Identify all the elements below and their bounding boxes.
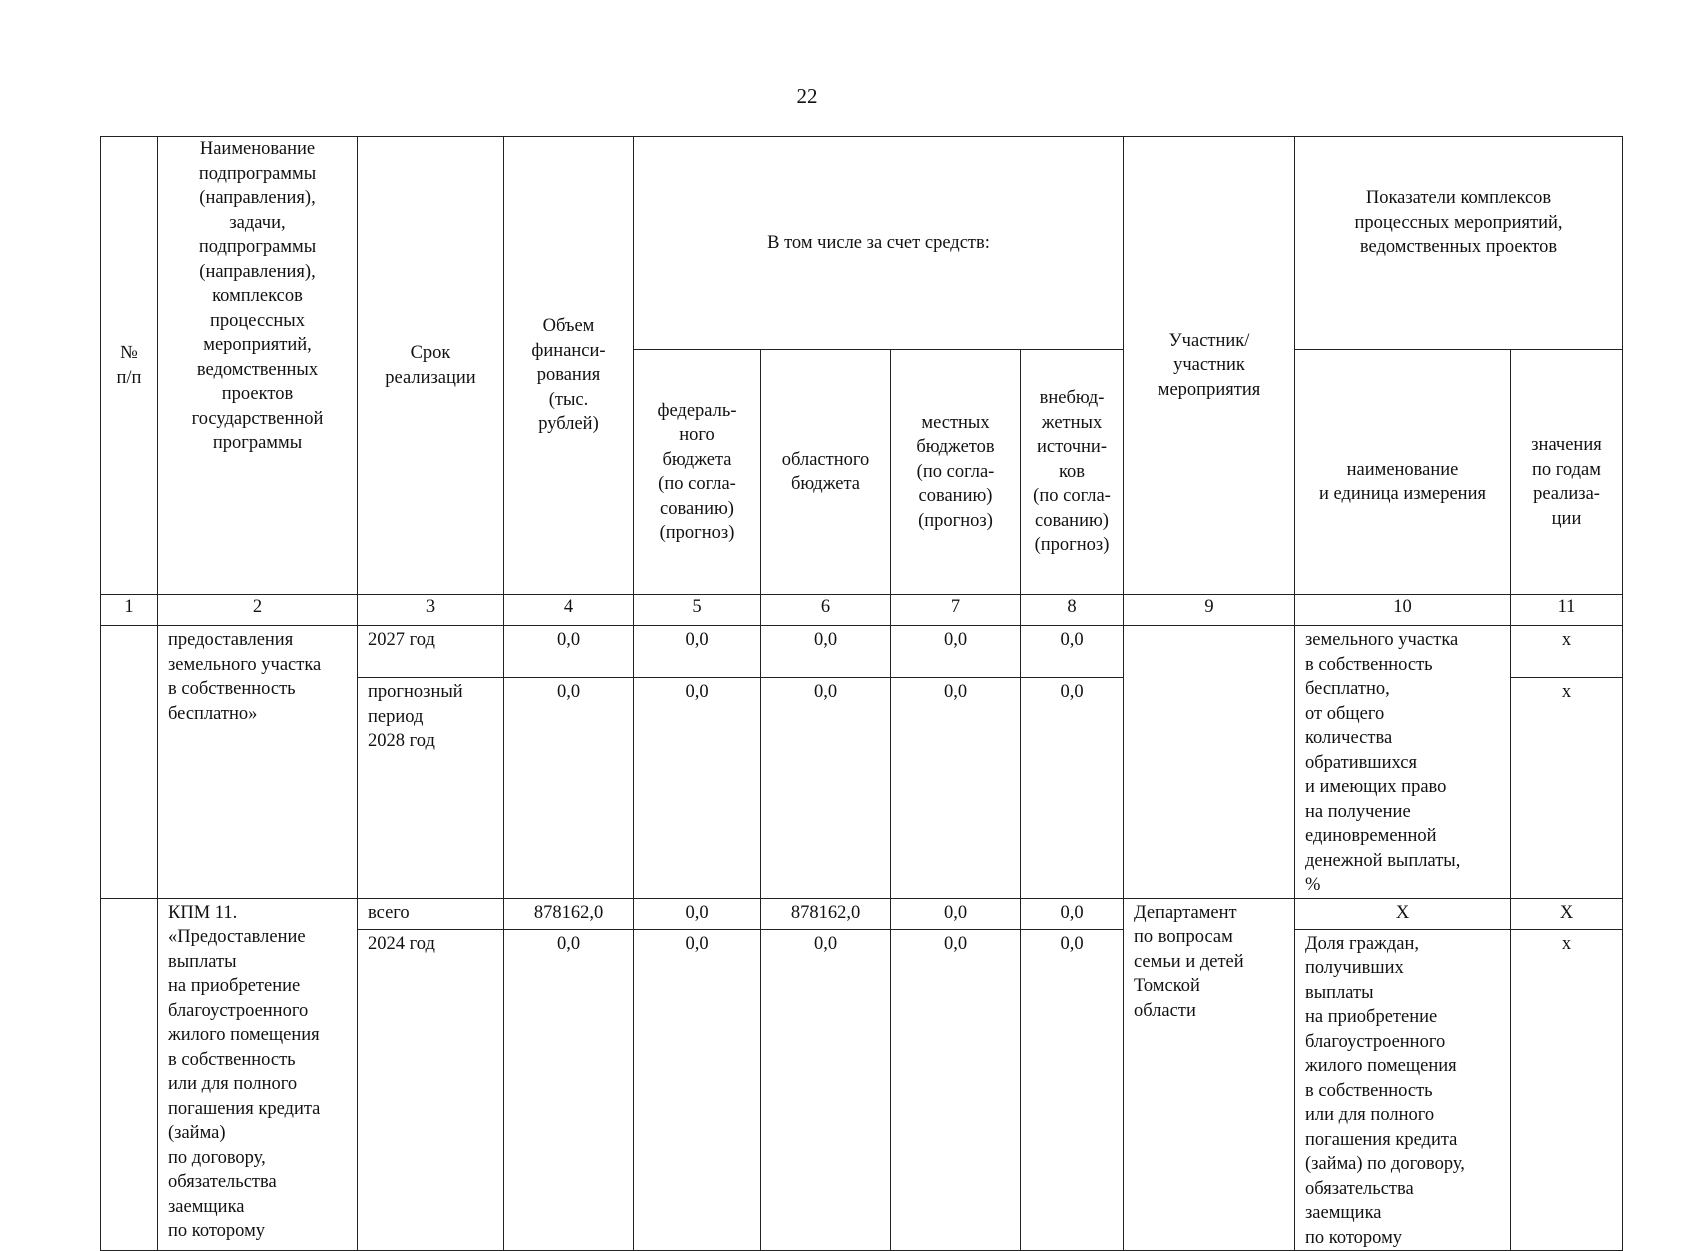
regional-budget: 0,0 xyxy=(761,929,891,1251)
table-row xyxy=(101,898,1623,929)
local-budget: 0,0 xyxy=(891,898,1021,929)
header-name: Наименование подпрограммы (направления), задачи, подпрограммы (направления), комплексов процессных мероприятий, ведомственных проектов государственной программы xyxy=(158,137,358,595)
indicator-value: х xyxy=(1511,626,1623,678)
extrabudget: 0,0 xyxy=(1021,929,1124,1251)
indicator-name: Доля граждан, получивших выплаты на приобретение благоустроенного жилого помещения в собственность или для полного погашения кредита (займа) по договору, обязательства заемщика по которому xyxy=(1295,929,1511,1251)
row-number xyxy=(101,626,158,899)
extrabudget: 0,0 xyxy=(1021,678,1124,898)
col-number: 4 xyxy=(504,595,634,626)
header-indicator-values: значения по годам реализа- ции xyxy=(1511,350,1623,595)
program-table xyxy=(100,136,1623,1251)
participant: Департамент по вопросам семьи и детей Томской области xyxy=(1124,898,1295,1251)
col-number: 10 xyxy=(1295,595,1511,626)
indicator-value: х xyxy=(1511,678,1623,898)
volume: 878162,0 xyxy=(504,898,634,929)
regional-budget: 0,0 xyxy=(761,678,891,898)
col-number: 9 xyxy=(1124,595,1295,626)
header-number: № п/п xyxy=(101,137,158,595)
program-name: КПМ 11. «Предоставление выплаты на приобретение благоустроенного жилого помещения в собственность или для полного погашения кредита (займа) по договору, обязательства заемщика по которому xyxy=(158,898,358,1251)
col-number: 8 xyxy=(1021,595,1124,626)
volume: 0,0 xyxy=(504,626,634,678)
regional-budget: 0,0 xyxy=(761,626,891,678)
col-number: 2 xyxy=(158,595,358,626)
header-federal: федераль- ного бюджета (по согла- сованию) (прогноз) xyxy=(634,350,761,595)
extrabudget: 0,0 xyxy=(1021,626,1124,678)
header-funding-group: В том числе за счет средств: xyxy=(634,137,1124,350)
indicator-name: Х xyxy=(1295,898,1511,929)
page-number: 22 xyxy=(796,84,818,108)
indicator-value: Х xyxy=(1511,898,1623,929)
col-number: 1 xyxy=(101,595,158,626)
period: 2027 год xyxy=(358,626,504,678)
extrabudget: 0,0 xyxy=(1021,898,1124,929)
header-period: Срок реализации xyxy=(358,137,504,595)
col-number: 6 xyxy=(761,595,891,626)
regional-budget: 878162,0 xyxy=(761,898,891,929)
indicator-name: земельного участка в собственность бесплатно, от общего количества обратившихся и имеющих право на получение единовременной денежной выплаты, % xyxy=(1295,626,1511,899)
indicator-value: х xyxy=(1511,929,1623,1251)
header-row xyxy=(101,137,1623,350)
col-number: 11 xyxy=(1511,595,1623,626)
period: прогнозный период 2028 год xyxy=(358,678,504,898)
header-extrabudget: внебюд- жетных источни- ков (по согла- сованию) (прогноз) xyxy=(1021,350,1124,595)
col-number: 7 xyxy=(891,595,1021,626)
volume: 0,0 xyxy=(504,929,634,1251)
header-volume: Объем финанси- рования (тыс. рублей) xyxy=(504,137,634,595)
header-indicator-name: наименование и единица измерения xyxy=(1295,350,1511,595)
local-budget: 0,0 xyxy=(891,626,1021,678)
header-indicators-group: Показатели комплексов процессных мероприятий, ведомственных проектов xyxy=(1295,137,1623,350)
col-number: 5 xyxy=(634,595,761,626)
period: 2024 год xyxy=(358,929,504,1251)
table-row xyxy=(101,626,1623,678)
program-name: предоставления земельного участка в собственность бесплатно» xyxy=(158,626,358,899)
row-number xyxy=(101,898,158,1251)
local-budget: 0,0 xyxy=(891,678,1021,898)
federal-budget: 0,0 xyxy=(634,898,761,929)
federal-budget: 0,0 xyxy=(634,929,761,1251)
period: всего xyxy=(358,898,504,929)
header-regional: областного бюджета xyxy=(761,350,891,595)
local-budget: 0,0 xyxy=(891,929,1021,1251)
federal-budget: 0,0 xyxy=(634,678,761,898)
header-participant: Участник/ участник мероприятия xyxy=(1124,137,1295,595)
participant xyxy=(1124,626,1295,899)
col-number: 3 xyxy=(358,595,504,626)
header-local: местных бюджетов (по согла- сованию) (прогноз) xyxy=(891,350,1021,595)
column-numbers-row xyxy=(101,595,1623,626)
federal-budget: 0,0 xyxy=(634,626,761,678)
volume: 0,0 xyxy=(504,678,634,898)
